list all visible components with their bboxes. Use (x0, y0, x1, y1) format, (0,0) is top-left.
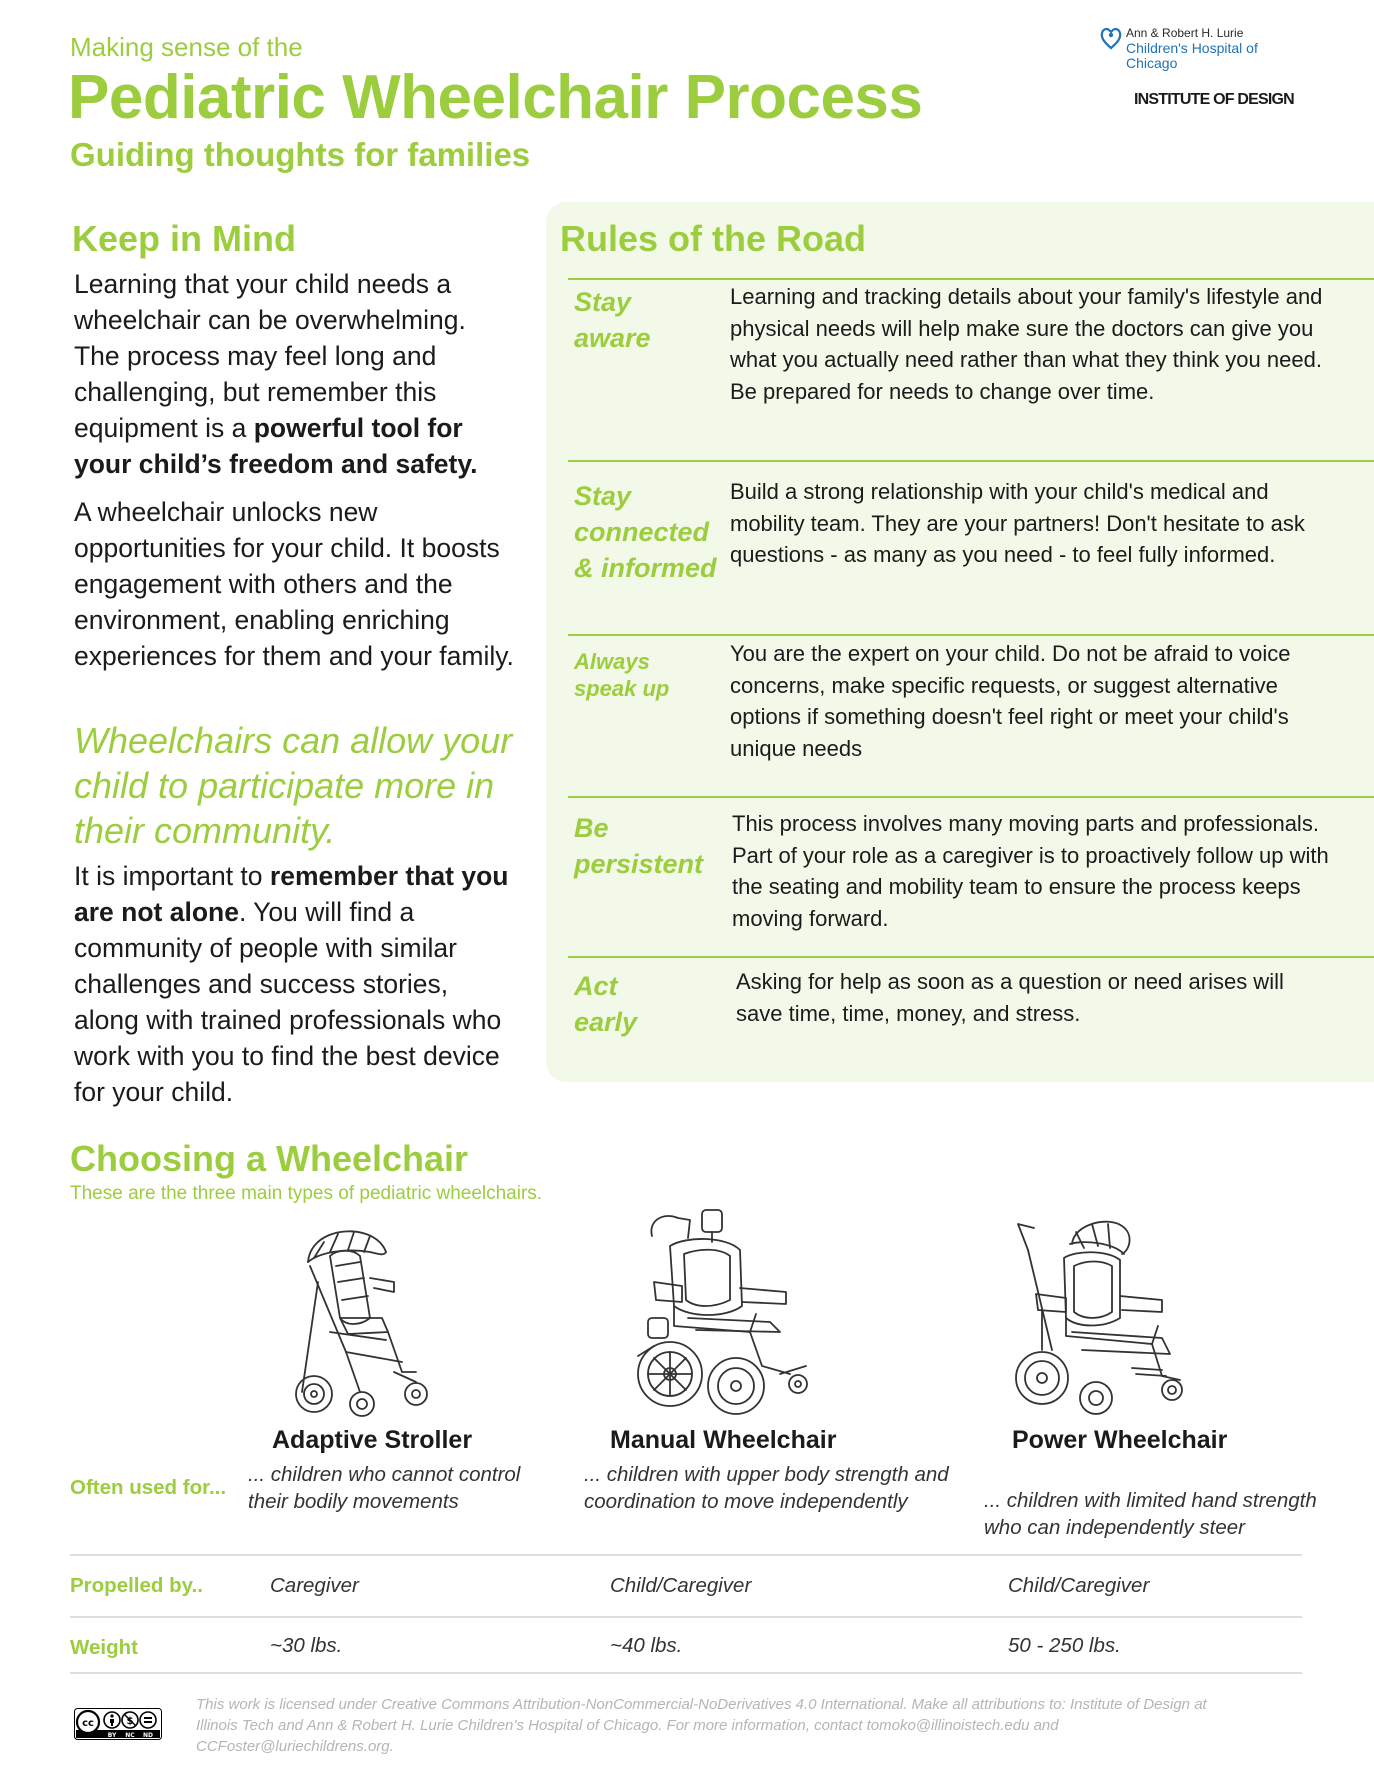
row-label-propelled-by: Propelled by.. (70, 1574, 203, 1597)
rule-label-act-early: Act early (574, 971, 638, 1037)
page-subtitle: Guiding thoughts for families (70, 136, 531, 173)
weight-power-wheelchair: 50 - 250 lbs. (1008, 1634, 1121, 1657)
rule-text-act-early: Asking for help as soon as a question or need arises will save time, time, money, and stress. (736, 969, 1284, 1026)
chair-name-power-wheelchair: Power Wheelchair (1012, 1426, 1228, 1454)
propelled-power-wheelchair: Child/Caregiver (1008, 1574, 1150, 1597)
weight-adaptive-stroller: ~30 lbs. (270, 1634, 343, 1657)
rule-divider (568, 460, 1374, 462)
rule-text-stay-aware: Learning and tracking details about your family's lifestyle and physical needs will help make sure the doctors can give you what you actually need rather than what they think you need. Be prepared for needs to change over time. (730, 284, 1323, 404)
table-divider (70, 1616, 1302, 1618)
svg-text:$: $ (126, 1716, 134, 1727)
rule-divider (568, 278, 1374, 280)
power-wheelchair-illustration (1012, 1214, 1192, 1421)
manual-wheelchair-illustration (630, 1206, 820, 1423)
logo-block (1100, 26, 1310, 109)
choosing-heading: Choosing a Wheelchair (70, 1138, 469, 1179)
weight-manual-wheelchair: ~40 lbs. (610, 1634, 683, 1657)
rule-label-be-persistent: Be persistent (574, 813, 704, 879)
chair-name-adaptive-stroller: Adaptive Stroller (272, 1426, 473, 1454)
institute-of-design-logo: INSTITUTE OF DESIGN (1134, 91, 1294, 108)
keep-in-mind-paragraph-3: It is important to remember that you are not alone. You will find a community of people with similar challenges and success stories, along with trained professionals who work with you to find the best device for your child. (74, 861, 509, 1107)
rule-divider (568, 796, 1374, 798)
rule-label-stay-connected: Stay connected & informed (574, 481, 717, 583)
row-label-used-for: Often used for... (70, 1476, 227, 1499)
chair-used-for-manual-wheelchair: ... children with upper body strength and coordination to move independently (584, 1463, 949, 1513)
chair-used-for-power-wheelchair: ... children with limited hand strength who can independently steer (984, 1489, 1317, 1539)
rule-label-stay-aware: Stay aware (574, 287, 651, 353)
page-title: Pediatric Wheelchair Process (68, 63, 923, 132)
propelled-manual-wheelchair: Child/Caregiver (610, 1574, 752, 1597)
rules-heading: Rules of the Road (560, 218, 867, 259)
cc-label-by: BY (107, 1732, 117, 1739)
svg-text:cc: cc (82, 1718, 94, 1729)
creative-commons-badge (74, 1708, 162, 1745)
lurie-heart-icon (1100, 26, 1122, 55)
keep-in-mind-paragraph-2: A wheelchair unlocks new opportunities for your child. It boosts engagement with others and the environment, enabling enriching experiences for them and your family. (74, 497, 514, 671)
propelled-adaptive-stroller: Caregiver (270, 1574, 359, 1597)
rule-divider (568, 956, 1374, 958)
license-text: This work is licensed under Creative Commons Attribution-NonCommercial-NoDerivatives 4.0 International. Make all attributions to: Institute of Design at Illinois Tech and Ann & Robert H. Lurie Children’s Hospital of Chicago. For more information, contact tomoko@illinoistech.edu and CCFoster@luriechildrens.org. (196, 1696, 1207, 1755)
row-label-weight: Weight (70, 1636, 138, 1659)
lurie-hospital-line: Children's Hospital of Chicago (1126, 40, 1258, 71)
rule-divider (568, 634, 1374, 636)
pull-quote: Wheelchairs can allow your child to participate more in their community. (74, 720, 513, 851)
rule-text-be-persistent: This process involves many moving parts and professionals. Part of your role as a caregiver is to proactively follow up with the seating and mobility team to ensure the process keeps moving forward. (732, 811, 1329, 931)
keep-in-mind-paragraph-1: Learning that your child needs a wheelchair can be overwhelming. The process may feel long and challenging, but remember this equipment is a powerful tool for your child’s freedom and safety. (74, 269, 478, 479)
choosing-subheading: These are the three main types of pediatric wheelchairs. (70, 1183, 543, 1204)
rule-text-stay-connected: Build a strong relationship with your child's medical and mobility team. They are your partners! Don't hesitate to ask questions - as many as you need - to feel fully informed. (730, 479, 1305, 567)
cc-label-nd: ND (142, 1732, 154, 1739)
rule-label-always-speak-up: Always speak up (574, 649, 670, 701)
cc-label-nc: NC (125, 1732, 135, 1739)
adaptive-stroller-illustration (290, 1222, 450, 1423)
table-divider (70, 1554, 1302, 1556)
pre-title: Making sense of the (70, 32, 303, 62)
table-divider (70, 1672, 1302, 1674)
chair-used-for-adaptive-stroller: ... children who cannot control their bodily movements (248, 1463, 521, 1513)
lurie-logo (1100, 26, 1310, 71)
keep-in-mind-heading: Keep in Mind (72, 218, 296, 259)
chair-name-manual-wheelchair: Manual Wheelchair (610, 1426, 837, 1454)
lurie-name-line: Ann & Robert H. Lurie (1126, 26, 1244, 40)
rule-text-always-speak-up: You are the expert on your child. Do not be afraid to voice concerns, make specific requests, or suggest alternative options if something doesn't feel right or meet your child's unique needs (730, 641, 1291, 761)
